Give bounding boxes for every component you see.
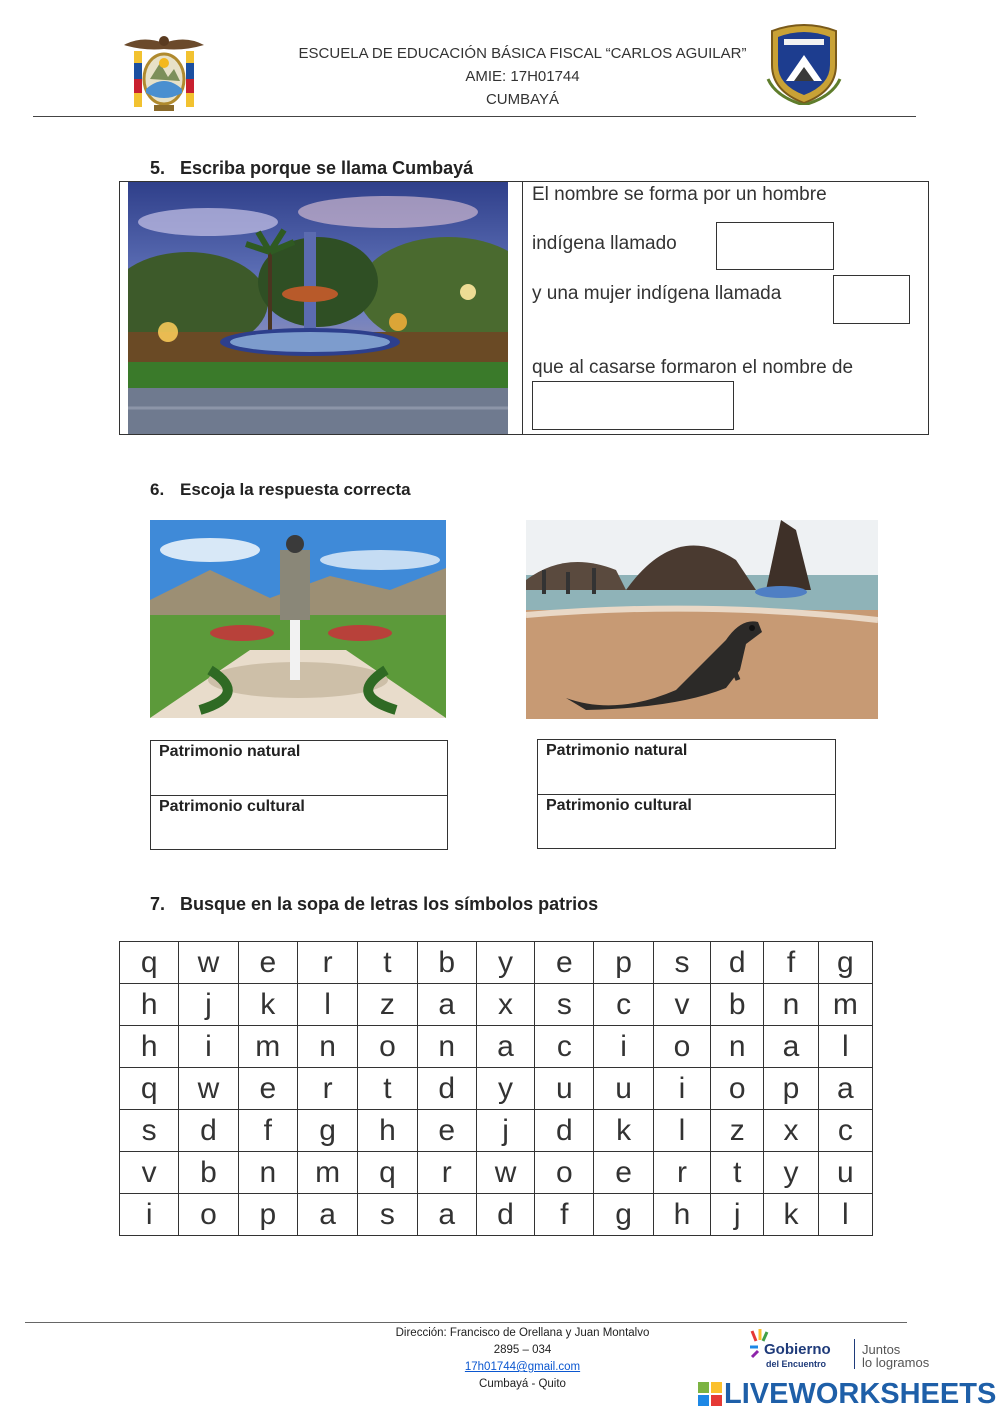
grid-cell[interactable]: n (238, 1152, 297, 1194)
grid-cell[interactable]: o (535, 1152, 594, 1194)
grid-cell[interactable]: r (297, 942, 357, 984)
grid-cell[interactable]: b (711, 984, 764, 1026)
woman-name-input[interactable] (833, 275, 910, 324)
grid-cell[interactable]: n (297, 1026, 357, 1068)
grid-cell[interactable]: c (535, 1026, 594, 1068)
q6-answer-table-1 (150, 740, 448, 850)
grid-cell[interactable]: b (179, 1152, 238, 1194)
grid-row (120, 1026, 873, 1068)
grid-cell[interactable]: k (238, 984, 297, 1026)
grid-cell[interactable]: r (653, 1152, 710, 1194)
grid-cell[interactable]: i (653, 1068, 710, 1110)
grid-cell[interactable]: s (358, 1194, 417, 1236)
grid-cell[interactable]: a (764, 1026, 818, 1068)
grid-cell[interactable]: w (476, 1152, 534, 1194)
footer-address: Dirección: Francisco de Orellana y Juan Montalvo (395, 1327, 650, 1339)
q6-answer-table-2 (537, 739, 836, 849)
grid-cell[interactable]: d (535, 1110, 594, 1152)
header-divider (33, 116, 916, 117)
footer-email-link[interactable]: 17h01744@gmail.com (464, 1361, 581, 1373)
grid-cell[interactable]: l (653, 1110, 710, 1152)
grid-cell[interactable]: d (417, 1068, 476, 1110)
q5-line3: y una mujer indígena llamada (532, 283, 782, 304)
grid-cell[interactable]: t (358, 1068, 417, 1110)
grid-cell[interactable]: p (238, 1194, 297, 1236)
grid-cell[interactable]: m (238, 1026, 297, 1068)
grid-cell[interactable]: m (818, 984, 872, 1026)
grid-cell[interactable]: c (818, 1110, 872, 1152)
grid-row (120, 1068, 873, 1110)
grid-row (120, 1152, 873, 1194)
grid-cell[interactable]: s (535, 984, 594, 1026)
grid-cell[interactable]: v (120, 1152, 179, 1194)
grid-cell[interactable]: v (653, 984, 710, 1026)
grid-cell[interactable]: o (653, 1026, 710, 1068)
q5-line4: que al casarse formaron el nombre de (532, 357, 854, 378)
grid-cell[interactable]: p (764, 1068, 818, 1110)
grid-cell[interactable]: t (711, 1152, 764, 1194)
grid-cell[interactable]: x (476, 984, 534, 1026)
liveworksheets-icon (698, 1382, 722, 1406)
q7-heading (150, 894, 598, 915)
school-amie: AMIE: 17H01744 (465, 68, 580, 85)
grid-cell[interactable]: a (818, 1068, 872, 1110)
galapagos-iguana-photo (526, 520, 878, 719)
word-search-grid (119, 941, 873, 1236)
grid-cell[interactable]: o (711, 1068, 764, 1110)
logo-separator (854, 1339, 855, 1369)
q5-title: Escriba porque se llama Cumbayá (180, 158, 474, 178)
grid-cell[interactable]: t (358, 942, 417, 984)
grid-cell[interactable]: u (535, 1068, 594, 1110)
man-name-input[interactable] (716, 222, 834, 270)
grid-cell[interactable]: e (594, 1152, 653, 1194)
footer-divider (25, 1322, 907, 1323)
gobierno-logo (744, 1327, 944, 1371)
grid-cell[interactable]: n (711, 1026, 764, 1068)
q6-heading (150, 480, 411, 500)
grid-cell[interactable]: w (179, 1068, 238, 1110)
q5-divider (522, 181, 523, 435)
q5-line2: indígena llamado (532, 233, 677, 254)
grid-cell[interactable]: e (238, 942, 297, 984)
grid-cell[interactable]: z (358, 984, 417, 1026)
grid-row (120, 942, 873, 984)
footer-city: Cumbayá - Quito (479, 1378, 566, 1390)
grid-cell[interactable]: h (120, 1026, 179, 1068)
school-crest-icon (766, 21, 842, 105)
gobierno-title: Gobierno (764, 1341, 831, 1358)
option1-cultural[interactable]: Patrimonio cultural (151, 795, 447, 848)
grid-cell[interactable]: y (764, 1152, 818, 1194)
grid-cell[interactable]: s (653, 942, 710, 984)
grid-cell[interactable]: f (238, 1110, 297, 1152)
grid-cell[interactable]: f (535, 1194, 594, 1236)
gobierno-subtitle: del Encuentro (766, 1359, 827, 1369)
school-contact (330, 1325, 715, 1393)
grid-cell[interactable]: i (594, 1026, 653, 1068)
grid-cell[interactable]: q (120, 942, 179, 984)
combined-name-input[interactable] (532, 381, 734, 430)
grid-cell[interactable]: a (417, 984, 476, 1026)
grid-cell[interactable]: d (179, 1110, 238, 1152)
slogan-line2: lo logramos (862, 1355, 930, 1370)
grid-cell[interactable]: l (818, 1026, 872, 1068)
grid-cell[interactable]: r (297, 1068, 357, 1110)
grid-cell[interactable]: l (297, 984, 357, 1026)
grid-cell[interactable]: z (711, 1110, 764, 1152)
grid-cell[interactable]: w (179, 942, 238, 984)
grid-cell[interactable]: q (120, 1068, 179, 1110)
grid-cell[interactable]: n (764, 984, 818, 1026)
q5-heading (150, 158, 473, 179)
option1-natural[interactable]: Patrimonio natural (159, 743, 301, 760)
mitad-del-mundo-photo (150, 520, 446, 718)
grid-cell[interactable]: y (476, 942, 534, 984)
grid-cell[interactable]: e (535, 942, 594, 984)
grid-cell[interactable]: a (417, 1194, 476, 1236)
grid-cell[interactable]: g (297, 1110, 357, 1152)
school-city: CUMBAYÁ (485, 91, 560, 108)
grid-cell[interactable]: f (764, 942, 818, 984)
grid-cell[interactable]: j (711, 1194, 764, 1236)
grid-cell[interactable]: a (297, 1194, 357, 1236)
grid-cell[interactable]: m (297, 1152, 357, 1194)
grid-cell[interactable]: a (476, 1026, 534, 1068)
grid-row (120, 1110, 873, 1152)
grid-cell[interactable]: d (476, 1194, 534, 1236)
grid-cell[interactable]: g (818, 942, 872, 984)
school-name: ESCUELA DE EDUCACIÓN BÁSICA FISCAL “CARLOS AGUILAR” (298, 45, 747, 62)
q7-title: Busque en la sopa de letras los símbolos patrios (180, 894, 599, 914)
option2-natural[interactable]: Patrimonio natural (546, 742, 688, 759)
grid-cell[interactable]: y (476, 1068, 534, 1110)
grid-cell[interactable]: k (594, 1110, 653, 1152)
grid-cell[interactable]: x (764, 1110, 818, 1152)
slogan-line1: Juntos (862, 1342, 901, 1357)
q5-line1: El nombre se forma por un hombre (532, 184, 827, 205)
cumbaya-park-photo (128, 182, 508, 434)
q6-number: 6. (150, 480, 165, 499)
grid-cell[interactable]: k (764, 1194, 818, 1236)
grid-cell[interactable]: b (417, 942, 476, 984)
grid-cell[interactable]: o (358, 1026, 417, 1068)
grid-cell[interactable]: j (179, 984, 238, 1026)
grid-cell[interactable]: u (594, 1068, 653, 1110)
school-header (250, 42, 795, 111)
grid-row (120, 1194, 873, 1236)
grid-cell[interactable]: s (120, 1110, 179, 1152)
grid-cell[interactable]: i (179, 1026, 238, 1068)
liveworksheets-brand: LIVEWORKSHEETS (724, 1378, 997, 1410)
grid-cell[interactable]: h (358, 1110, 417, 1152)
grid-cell[interactable]: p (594, 942, 653, 984)
grid-cell[interactable]: e (417, 1110, 476, 1152)
q6-title: Escoja la respuesta correcta (180, 480, 411, 499)
grid-cell[interactable]: q (358, 1152, 417, 1194)
grid-cell[interactable]: u (818, 1152, 872, 1194)
ecuador-coat-of-arms-icon (122, 33, 206, 113)
grid-cell[interactable]: r (417, 1152, 476, 1194)
grid-cell[interactable]: n (417, 1026, 476, 1068)
grid-row (120, 984, 873, 1026)
grid-cell[interactable]: l (818, 1194, 872, 1236)
grid-cell[interactable]: h (653, 1194, 710, 1236)
grid-cell[interactable]: d (711, 942, 764, 984)
q5-number: 5. (150, 158, 166, 178)
grid-cell[interactable]: e (238, 1068, 297, 1110)
q7-number: 7. (150, 894, 166, 914)
grid-cell[interactable]: o (179, 1194, 238, 1236)
grid-cell[interactable]: h (120, 984, 179, 1026)
footer-phone: 2895 – 034 (493, 1344, 552, 1356)
grid-cell[interactable]: i (120, 1194, 179, 1236)
grid-cell[interactable]: j (476, 1110, 534, 1152)
option2-cultural[interactable]: Patrimonio cultural (538, 794, 835, 847)
grid-cell[interactable]: c (594, 984, 653, 1026)
grid-cell[interactable]: g (594, 1194, 653, 1236)
